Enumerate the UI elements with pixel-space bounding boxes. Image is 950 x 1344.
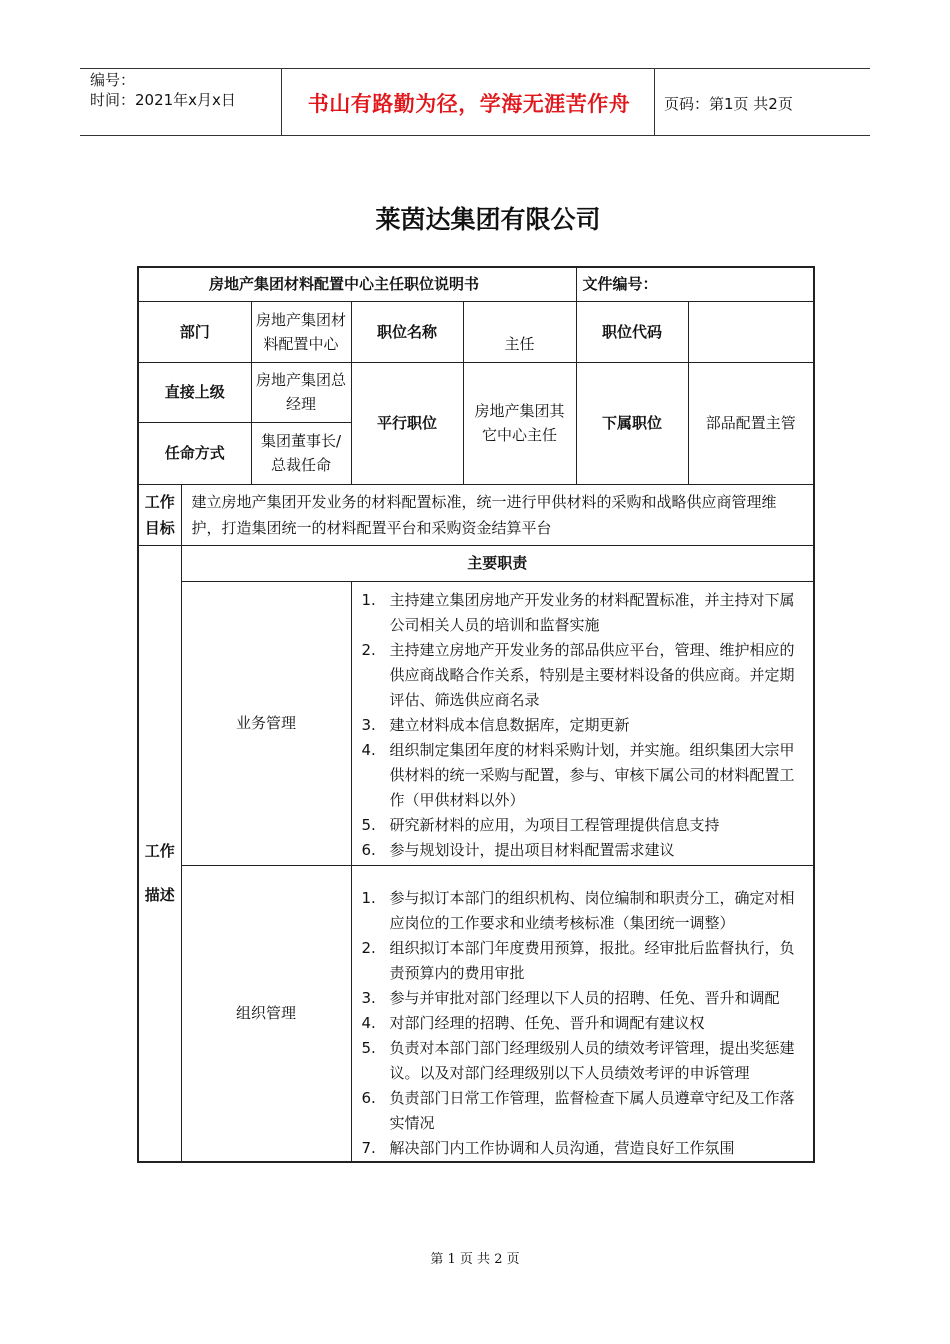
header-top-rule (80, 68, 870, 69)
work-goal-text: 建立房地产集团开发业务的材料配置标准，统一进行甲供材料的采购和战略供应商管理维护，打造集团统一的材料配置平台和采购资金结算平台 (181, 484, 814, 545)
parallel-label: 平行职位 (351, 362, 463, 484)
list-item: 6. 参与规划设计，提出项目材料配置需求建议 (361, 840, 675, 859)
subordinate-value: 部品配置主管 (688, 362, 814, 484)
page-footer: 第 1 页 共 2 页 (430, 1252, 520, 1267)
main-duties-header: 主要职责 (181, 545, 814, 581)
list-item: 2. 主持建立房地产开发业务的部品供应平台，管理、维护相应的供应商战略合作关系，特别是主要材料设备的供应商。并定期评估、筛选供应商名录 (361, 640, 795, 709)
organization-duty-list (352, 886, 814, 1161)
header-divider-left (281, 68, 282, 136)
list-item: 3. 建立材料成本信息数据库，定期更新 (361, 715, 630, 734)
position-name-label: 职位名称 (351, 301, 463, 362)
work-description-label (138, 545, 181, 1162)
list-item: 5. 负责对本部门部门经理级别人员的绩效考评管理，提出奖惩建议。以及对部门经理级别以下人员绩效考评的申诉管理 (361, 1038, 795, 1082)
header-bottom-rule (80, 135, 870, 136)
superior-label: 直接上级 (138, 362, 251, 422)
dept-value: 房地产集团材料配置中心 (251, 301, 351, 362)
appointment-label: 任命方式 (138, 422, 251, 484)
superior-value: 房地产集团总经理 (251, 362, 351, 422)
list-item: 1. 主持建立集团房地产开发业务的材料配置标准，并主持对下属公司相关人员的培训和监督实施 (361, 590, 795, 634)
list-item: 1. 参与拟订本部门的组织机构、岗位编制和职责分工，确定对相应岗位的工作要求和业绩考核标准（集团统一调整） (361, 888, 795, 932)
job-description-table (137, 266, 815, 1163)
doc-number-label: 编号： (90, 71, 136, 89)
doc-title: 房地产集团材料配置中心主任职位说明书 (138, 267, 576, 301)
file-number-label: 文件编号： (576, 267, 814, 301)
position-code-label: 职位代码 (576, 301, 688, 362)
list-item: 6. 负责部门日常工作管理，监督检查下属人员遵章守纪及工作落实情况 (361, 1088, 795, 1132)
organization-duties-cell (351, 865, 814, 1162)
doc-time: 时间：2021年x月x日 (90, 91, 236, 109)
header-motto: 书山有路勤为径，学海无涯苦作舟 (307, 92, 631, 116)
list-item: 4. 对部门经理的招聘、任免、晋升和调配有建议权 (361, 1013, 705, 1032)
business-duty-list (352, 588, 814, 863)
work-goal-label: 工作目标 (138, 484, 181, 545)
business-duties-cell (351, 581, 814, 865)
work-description-label-bottom: 描述 (144, 886, 175, 904)
appointment-value: 集团董事长/总裁任命 (251, 422, 351, 484)
dept-label: 部门 (138, 301, 251, 362)
section-name-business: 业务管理 (181, 581, 351, 865)
header-page-info: 页码：第1页 共2页 (664, 95, 793, 113)
header-divider-right (654, 68, 655, 136)
parallel-value: 房地产集团其它中心主任 (463, 362, 576, 484)
company-title: 莱茵达集团有限公司 (375, 205, 601, 234)
position-code-value (688, 301, 814, 362)
section-name-organization: 组织管理 (181, 865, 351, 1162)
list-item: 3. 参与并审批对部门经理以下人员的招聘、任免、晋升和调配 (361, 988, 780, 1007)
work-description-label-top: 工作 (144, 842, 175, 860)
list-item: 7. 解决部门内工作协调和人员沟通，营造良好工作氛围 (361, 1138, 735, 1157)
position-name-value: 主任 (463, 301, 576, 362)
subordinate-label: 下属职位 (576, 362, 688, 484)
list-item: 4. 组织制定集团年度的材料采购计划，并实施。组织集团大宗甲供材料的统一采购与配置，参与、审核下属公司的材料配置工作（甲供材料以外） (361, 740, 795, 809)
list-item: 2. 组织拟订本部门年度费用预算，报批。经审批后监督执行，负责预算内的费用审批 (361, 938, 795, 982)
header-meta (90, 70, 236, 110)
list-item: 5. 研究新材料的应用，为项目工程管理提供信息支持 (361, 815, 720, 834)
